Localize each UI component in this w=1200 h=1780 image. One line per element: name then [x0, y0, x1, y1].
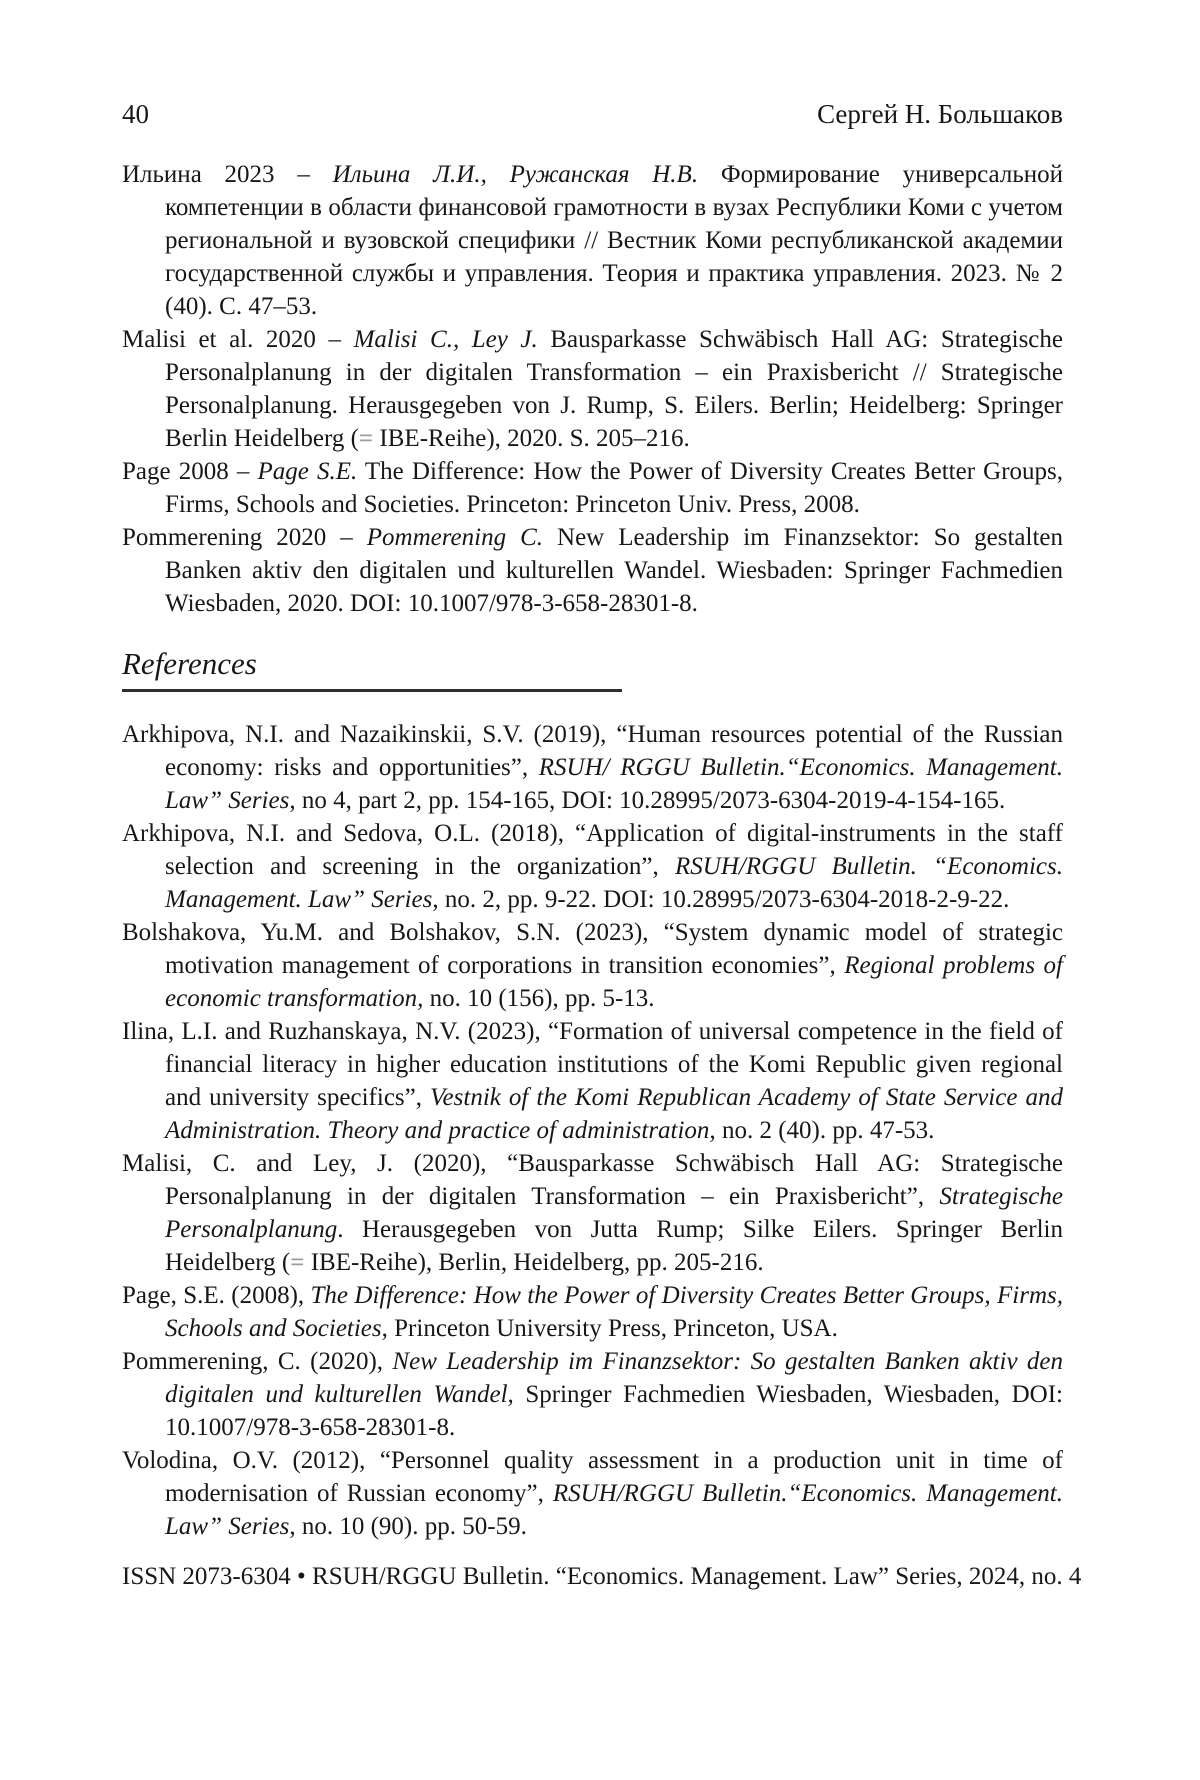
bib-entry: Pommerening, C. (2020), New Leadership im Finanzsektor: So gestalten Banken aktiv den digitalen und kulturellen Wandel, Springer Fachmedien Wiesbaden, Wiesbaden, DOI: 10.1007/978-3-658-28301-8. [122, 1348, 1064, 1441]
running-head-author: Сергей Н. Большаков [817, 99, 1063, 129]
references-heading: References [122, 646, 257, 681]
russian-bibliography-list [122, 158, 1063, 620]
bib-entry: Volodina, O.V. (2012), “Personnel quality assessment in a production unit in time of modernisation of Russian economy”, RSUH/RGGU Bulletin.“Economics. Management. Law” Series, no. 10 (90). pp. 50-59. [122, 1447, 1064, 1540]
bib-entry: Page, S.E. (2008), The Difference: How the Power of Diversity Creates Better Groups, Firms, Schools and Societies, Princeton University Press, Princeton, USA. [122, 1282, 1063, 1342]
issn-journal-line: ISSN 2073-6304 • RSUH/RGGU Bulletin. “Economics. Management. Law” Series, 2024, no. 4 [122, 1563, 1082, 1590]
references-heading-rule [122, 689, 622, 692]
bib-entry: Arkhipova, N.I. and Sedova, O.L. (2018), “Application of digital-instruments in the staff selection and screening in the organization”, RSUH/RGGU Bulletin. “Economics. Management. Law” Series, no. 2, pp. 9-22. DOI: 10.28995/2073-6304-2018-2-9-22. [122, 820, 1063, 913]
bib-entry: Malisi, C. and Ley, J. (2020), “Bausparkasse Schwäbisch Hall AG: Strategische Personalplanung in der digitalen Transformation – ein Praxisbericht”, Strategische Personalplanung. Herausgegeben von Jutta Rump; Silke Eilers. Springer Berlin Heidelberg (= IBE-Reihe), Berlin, Heidelberg, pp. 205-216. [122, 1150, 1063, 1276]
bib-entry: Arkhipova, N.I. and Nazaikinskii, S.V. (2019), “Human resources potential of the Russian economy: risks and opportunities”, RSUH/ RGGU Bulletin.“Economics. Management. Law” Series, no 4, part 2, pp. 154-165, DOI: 10.28995/2073-6304-2019-4-154-165. [122, 721, 1063, 814]
references-list [122, 718, 1063, 1543]
bib-entry: Bolshakova, Yu.M. and Bolshakov, S.N. (2023), “System dynamic model of strategic motivation management of corporations in transition economies”, Regional problems of economic transformation, no. 10 (156), pp. 5-13. [122, 919, 1063, 1012]
page-header [122, 97, 1063, 131]
bib-entry: Ilina, L.I. and Ruzhanskaya, N.V. (2023), “Formation of universal competence in the field of financial literacy in higher education institutions of the Komi Republic given regional and university specifics”, Vestnik of the Komi Republican Academy of State Service and Administration. Theory and practice of administration, no. 2 (40). pp. 47-53. [122, 1018, 1063, 1144]
bib-entry: Pommerening 2020 – Pommerening C. New Leadership im Finanzsektor: So gestalten Banken aktiv den digitalen und kulturellen Wandel. Wiesbaden: Springer Fachmedien Wiesbaden, 2020. DOI: 10.1007/978-3-658-28301-8. [122, 524, 1064, 617]
page-number: 40 [122, 99, 149, 129]
bib-entry: Malisi et al. 2020 – Malisi C., Ley J. Bausparkasse Schwäbisch Hall AG: Strategische Personalplanung in der digitalen Transformation – ein Praxisbericht // Strategische Personalplanung. Herausgegeben von J. Rump, S. Eilers. Berlin; Heidelberg: Springer Berlin Heidelberg (= IBE-Reihe), 2020. S. 205–216. [122, 326, 1064, 452]
page-footer [122, 1561, 1082, 1593]
bib-entry: Ильина 2023 – Ильина Л.И., Ружанская Н.В. Формирование универсальной компетенции в области финансовой грамотности в вузах Республики Коми с учетом региональной и вузовской специфики // Вестник Коми республиканской академии государственной службы и управления. Теория и практика управления. 2023. № 2 (40). С. 47–53. [122, 161, 1063, 320]
bib-entry: Page 2008 – Page S.E. The Difference: How the Power of Diversity Creates Better Groups, Firms, Schools and Societies. Princeton: Princeton Univ. Press, 2008. [122, 458, 1064, 518]
